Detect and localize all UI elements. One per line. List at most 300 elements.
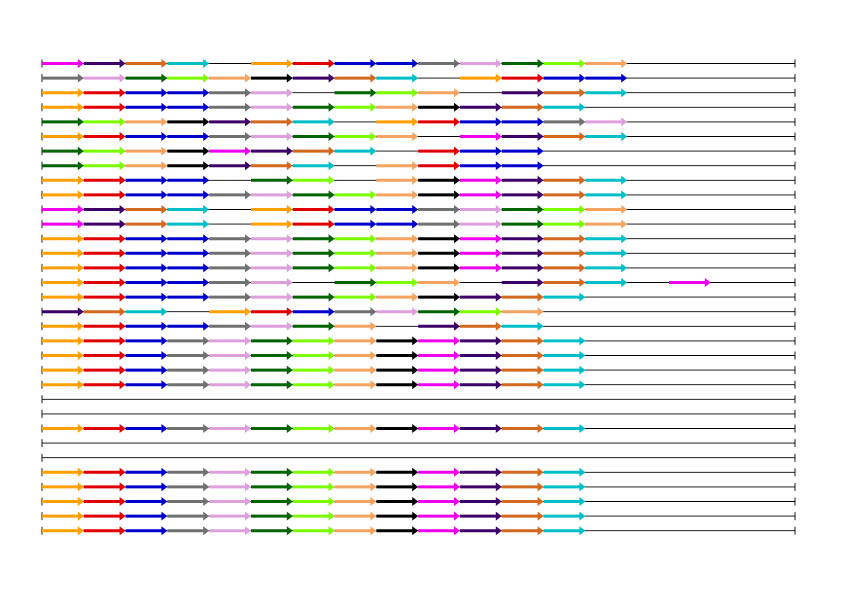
gene-arrow [126,351,168,360]
gene-arrow [502,336,544,345]
gene-arrow [84,336,126,345]
gene-arrow [544,263,586,272]
gene-arrow [167,103,209,112]
gene-arrow [209,497,251,506]
gene-arrow [251,293,293,302]
gene-arrow [418,482,460,491]
gene-arrow [544,468,586,477]
gene-arrow [84,205,126,214]
gene-arrow [460,263,502,272]
genome-track [42,176,795,185]
gene-arrow [585,234,627,243]
gene-arrow [42,249,84,258]
gene-arrow [544,351,586,360]
gene-arrow [167,190,209,199]
gene-arrow [376,132,418,141]
gene-arrow [126,293,168,302]
gene-arrow [376,263,418,272]
gene-arrow [167,220,209,229]
gene-arrow [544,497,586,506]
gene-arrow [126,512,168,521]
gene-arrow [335,234,377,243]
gene-arrow [293,366,335,375]
genome-track [42,512,795,521]
gene-arrow [293,497,335,506]
gene-arrow [502,322,544,331]
gene-arrow [502,117,544,126]
gene-arrow [376,176,418,185]
gene-arrow [585,278,627,287]
gene-arrow [502,205,544,214]
genome-track [42,322,795,331]
gene-arrow [544,424,586,433]
gene-arrow [167,263,209,272]
gene-arrow [251,132,293,141]
gene-arrow [544,103,586,112]
gene-arrow [251,103,293,112]
gene-arrow [544,512,586,521]
gene-arrow [418,161,460,170]
gene-arrow [167,249,209,258]
gene-arrow [502,351,544,360]
gene-arrow [126,103,168,112]
gene-arrow [84,293,126,302]
gene-arrow [167,132,209,141]
gene-arrow [460,147,502,156]
gene-arrow [209,190,251,199]
gene-arrow [293,132,335,141]
gene-arrow [42,497,84,506]
gene-arrow [293,322,335,331]
gene-arrow [335,293,377,302]
gene-arrow [251,512,293,521]
gene-arrow [126,424,168,433]
gene-arrow [376,59,418,68]
gene-arrow [167,380,209,389]
gene-arrow [209,74,251,83]
gene-arrow [126,468,168,477]
gene-arrow [502,161,544,170]
gene-arrow [418,59,460,68]
gene-arrow [502,366,544,375]
genome-track [42,454,795,462]
gene-arrow [460,497,502,506]
gene-arrow [335,249,377,258]
gene-arrow [544,190,586,199]
gene-arrow [376,103,418,112]
gene-arrow [335,147,377,156]
gene-arrow [502,88,544,97]
gene-arrow [544,526,586,535]
gene-arrow [42,190,84,199]
genome-track [42,293,795,302]
genome-track [42,263,795,272]
gene-arrow [293,103,335,112]
tracks-layer [42,59,795,535]
gene-arrow [293,336,335,345]
gene-arrow [460,161,502,170]
gene-arrow [544,88,586,97]
gene-arrow [418,117,460,126]
gene-arrow [376,205,418,214]
gene-arrow [418,307,460,316]
gene-arrow [84,74,126,83]
gene-arrow [167,234,209,243]
gene-arrow [126,205,168,214]
gene-arrow [418,336,460,345]
gene-arrow [460,190,502,199]
gene-arrow [42,526,84,535]
gene-arrow [167,497,209,506]
gene-arrow [376,249,418,258]
gene-arrow [251,336,293,345]
gene-arrow [460,249,502,258]
gene-arrow [293,220,335,229]
gene-arrow [84,424,126,433]
gene-arrow [335,366,377,375]
genome-track [42,249,795,258]
gene-arrow [335,103,377,112]
gene-arrow [167,59,209,68]
gene-arrow [544,278,586,287]
genome-track [42,117,795,126]
gene-arrow [42,366,84,375]
gene-arrow [209,366,251,375]
gene-arrow [418,424,460,433]
gene-arrow [209,103,251,112]
gene-arrow [376,366,418,375]
gene-arrow [84,380,126,389]
gene-arrow [376,161,418,170]
gene-arrow [251,176,293,185]
gene-arrow [251,482,293,491]
gene-arrow [209,117,251,126]
gene-arrow [585,117,627,126]
gene-arrow [293,147,335,156]
gene-arrow [544,59,586,68]
gene-arrow [376,336,418,345]
gene-arrow [251,351,293,360]
gene-arrow [209,293,251,302]
gene-arrow [502,234,544,243]
gene-arrow [84,307,126,316]
gene-arrow [502,132,544,141]
gene-arrow [42,307,84,316]
gene-arrow [84,468,126,477]
gene-arrow [335,512,377,521]
gene-arrow [293,482,335,491]
gene-arrow [209,468,251,477]
gene-arrow [585,190,627,199]
gene-arrow [502,74,544,83]
gene-arrow [418,366,460,375]
gene-arrow [544,366,586,375]
gene-arrow [251,59,293,68]
gene-arrow [502,307,544,316]
gene-arrow [460,176,502,185]
gene-arrow [251,380,293,389]
gene-arrow [126,497,168,506]
gene-arrow [418,190,460,199]
gene-arrow [335,88,377,97]
gene-arrow [502,482,544,491]
gene-arrow [460,293,502,302]
gene-arrow [293,380,335,389]
gene-arrow [418,497,460,506]
gene-arrow [376,293,418,302]
gene-arrow [544,482,586,491]
gene-arrow [418,220,460,229]
gene-arrow [84,512,126,521]
gene-arrow [585,59,627,68]
gene-arrow [335,468,377,477]
gene-arrow [418,322,460,331]
gene-arrow [460,482,502,491]
gene-arrow [418,293,460,302]
gene-arrow [502,526,544,535]
gene-arrow [335,336,377,345]
gene-arrow [209,526,251,535]
gene-arrow [167,205,209,214]
genome-track [42,497,795,506]
gene-arrow [167,482,209,491]
genome-track [42,103,795,112]
gene-arrow [460,526,502,535]
gene-arrow [502,278,544,287]
gene-arrow [460,322,502,331]
gene-arrow [251,190,293,199]
gene-arrow [42,176,84,185]
gene-arrow [460,234,502,243]
gene-arrow [84,220,126,229]
gene-arrow [209,322,251,331]
gene-arrow [84,103,126,112]
gene-arrow [376,380,418,389]
gene-arrow [42,380,84,389]
gene-arrow [209,263,251,272]
gene-arrow [126,88,168,97]
gene-arrow [167,293,209,302]
gene-arrow [251,249,293,258]
gene-arrow [251,74,293,83]
gene-arrow [42,161,84,170]
gene-arrow [293,424,335,433]
genome-track [42,424,795,433]
gene-arrow [251,205,293,214]
gene-arrow [209,234,251,243]
gene-arrow [209,424,251,433]
gene-arrow [585,263,627,272]
gene-arrow [460,512,502,521]
gene-arrow [293,161,335,170]
gene-arrow [84,161,126,170]
gene-arrow [251,234,293,243]
gene-arrow [293,351,335,360]
genome-track [42,439,795,447]
genome-track [42,468,795,477]
gene-arrow [376,512,418,521]
gene-arrow [544,380,586,389]
gene-arrow [293,59,335,68]
gene-arrow [502,293,544,302]
gene-arrow [209,161,251,170]
gene-arrow [42,117,84,126]
gene-arrow [544,117,586,126]
gene-arrow [126,74,168,83]
gene-arrow [293,526,335,535]
gene-arrow [84,132,126,141]
gene-arrow [502,59,544,68]
gene-arrow [126,380,168,389]
genome-track [42,526,795,535]
gene-arrow [460,468,502,477]
gene-arrow [167,147,209,156]
gene-arrow [293,468,335,477]
genome-track [42,380,795,389]
gene-arrow [251,497,293,506]
gene-arrow [251,366,293,375]
gene-arrow [544,336,586,345]
gene-arrow [376,190,418,199]
gene-arrow [84,234,126,243]
gene-arrow [418,351,460,360]
gene-arrow [42,293,84,302]
gene-arrow [293,249,335,258]
gene-arrow [84,263,126,272]
gene-arrow [209,147,251,156]
gene-arrow [335,482,377,491]
gene-arrow [251,161,293,170]
gene-arrow [42,482,84,491]
gene-arrow [84,176,126,185]
gene-arrow [84,117,126,126]
gene-arrow [335,278,377,287]
gene-arrow [42,88,84,97]
gene-arrow [502,190,544,199]
gene-arrow [460,132,502,141]
gene-arrow [376,117,418,126]
gene-arrow [126,147,168,156]
gene-arrow [167,512,209,521]
gene-arrow [251,278,293,287]
gene-arrow [42,59,84,68]
genome-track [42,147,795,156]
gene-arrow [209,307,251,316]
gene-arrow [335,351,377,360]
gene-arrow [585,132,627,141]
gene-arrow [335,220,377,229]
gene-arrow [126,234,168,243]
gene-arrow [251,147,293,156]
gene-arrow [167,336,209,345]
gene-arrow [502,220,544,229]
gene-arrow [42,322,84,331]
genome-track [42,395,795,403]
gene-arrow [544,132,586,141]
genome-track [42,278,795,287]
gene-arrow [418,147,460,156]
gene-arrow [502,512,544,521]
genome-track [42,351,795,360]
gene-arrow [42,205,84,214]
gene-arrow [376,307,418,316]
genome-track [42,88,795,97]
gene-arrow [209,278,251,287]
gene-arrow [126,322,168,331]
gene-arrow [251,526,293,535]
gene-arrow [376,497,418,506]
gene-arrow [418,380,460,389]
gene-arrow [251,117,293,126]
gene-arrow [460,103,502,112]
gene-arrow [335,424,377,433]
gene-arrow [209,336,251,345]
gene-arrow [126,117,168,126]
gene-arrow [126,336,168,345]
gene-arrow [126,59,168,68]
gene-arrow [126,176,168,185]
gene-arrow [167,526,209,535]
gene-arrow [418,176,460,185]
gene-arrow [84,190,126,199]
gene-arrow [167,322,209,331]
genome-track [42,132,795,141]
gene-arrow [293,176,335,185]
gene-arrow [376,234,418,243]
gene-arrow [167,74,209,83]
gene-arrow [418,103,460,112]
gene-arrow [418,512,460,521]
gene-arrow [293,263,335,272]
gene-arrow [460,205,502,214]
gene-arrow [335,263,377,272]
genome-track [42,205,795,214]
gene-arrow [293,74,335,83]
gene-arrow [167,117,209,126]
gene-arrow [209,249,251,258]
gene-arrow [167,88,209,97]
gene-arrow [460,380,502,389]
gene-arrow [335,497,377,506]
gene-arrow [209,512,251,521]
gene-arrow [418,205,460,214]
gene-arrow [376,220,418,229]
gene-arrow [126,366,168,375]
gene-arrow [84,322,126,331]
gene-arrow [376,88,418,97]
gene-arrow [418,468,460,477]
genome-track [42,220,795,229]
gene-arrow [84,59,126,68]
gene-arrow [335,74,377,83]
gene-arrow [167,366,209,375]
gene-arrow [460,74,502,83]
gene-arrow [544,176,586,185]
gene-arrow [126,132,168,141]
gene-arrow [42,512,84,521]
gene-arrow [418,234,460,243]
gene-arrow [460,59,502,68]
gene-arrow [251,468,293,477]
gene-arrow [544,205,586,214]
gene-arrow [251,88,293,97]
gene-arrow [126,278,168,287]
gene-arrow [209,132,251,141]
genome-track [42,482,795,491]
gene-arrow [460,220,502,229]
gene-arrow [84,278,126,287]
gene-arrow [293,234,335,243]
